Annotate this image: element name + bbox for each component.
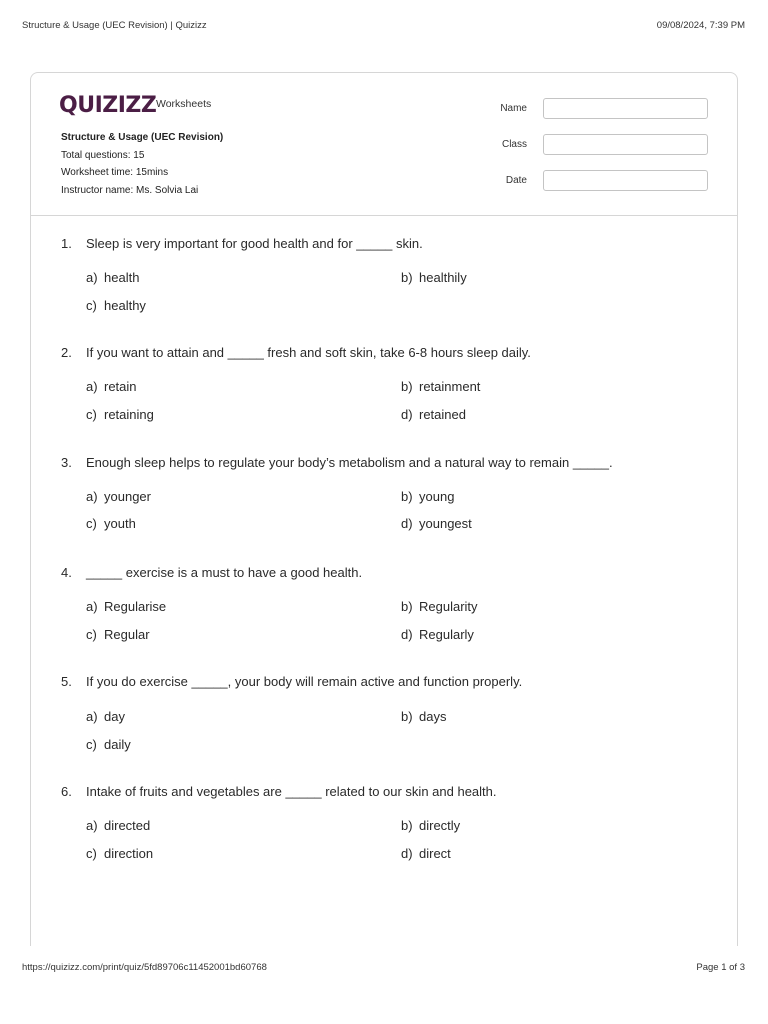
question-2 [61, 345, 711, 422]
question-6 [61, 784, 711, 861]
question-number: 5. [61, 674, 72, 689]
class-field [471, 134, 709, 156]
option-a: a) day [86, 709, 125, 724]
worksheet-meta [61, 129, 223, 199]
question-number: 2. [61, 345, 72, 360]
option-c: c) direction [86, 846, 154, 861]
option-c: c) Regular [86, 627, 150, 642]
option-c: c) daily [86, 737, 131, 752]
logo-subtitle: Worksheets [156, 98, 212, 110]
date-label: Date [505, 175, 527, 186]
worksheet-header [31, 73, 737, 216]
option-a: a) health [86, 270, 140, 285]
question-text: Enough sleep helps to regulate your body’s metabolism and a natural way to remain _____. [86, 455, 613, 470]
question-number: 1. [61, 236, 72, 251]
class-input[interactable] [543, 134, 708, 155]
worksheet-title: Structure & Usage (UEC Revision) [61, 132, 224, 143]
option-c: c) youth [86, 516, 136, 531]
question-number: 3. [61, 455, 72, 470]
question-text: If you do exercise _____, your body will remain active and function properly. [86, 674, 523, 689]
option-b: b) Regularity [401, 599, 478, 614]
page-indicator: Page 1 of 3 [696, 962, 745, 973]
date-field [471, 170, 709, 192]
question-number: 6. [61, 784, 72, 799]
option-a: a) younger [86, 489, 151, 504]
option-b: b) directly [401, 818, 461, 833]
option-d: d) direct [401, 846, 451, 861]
quizizz-logo [59, 91, 156, 119]
name-label: Name [500, 103, 527, 114]
question-text: Intake of fruits and vegetables are _____ related to our skin and health. [86, 784, 497, 799]
name-field [471, 98, 709, 120]
question-1 [61, 236, 711, 313]
question-text: Sleep is very important for good health and for _____ skin. [86, 236, 423, 251]
option-b: b) days [401, 709, 447, 724]
question-4 [61, 565, 711, 642]
total-questions: Total questions: 15 [61, 149, 145, 161]
option-d: d) youngest [401, 516, 472, 531]
option-a: a) directed [86, 818, 151, 833]
class-label: Class [501, 139, 527, 150]
print-datetime: 09/08/2024, 7:39 PM [656, 20, 745, 31]
question-3 [61, 455, 711, 531]
worksheet [30, 72, 738, 946]
print-footer [22, 962, 745, 974]
name-input[interactable] [543, 98, 708, 119]
date-input[interactable] [543, 170, 708, 191]
logo-text: QUIZIZZ [59, 92, 157, 118]
option-a: a) Regularise [86, 599, 167, 614]
print-header [22, 20, 745, 32]
question-text: If you want to attain and _____ fresh and soft skin, take 6-8 hours sleep daily. [86, 345, 531, 360]
page-title: Structure & Usage (UEC Revision) | Quizizz [22, 20, 207, 31]
question-text: _____ exercise is a must to have a good health. [86, 565, 363, 580]
question-5 [61, 674, 711, 752]
option-d: d) retained [401, 407, 466, 422]
option-b: b) retainment [401, 379, 481, 394]
option-a: a) retain [86, 379, 137, 394]
instructor-name: Instructor name: Ms. Solvia Lai [61, 184, 199, 196]
option-b: b) young [401, 489, 455, 504]
page-url: https://quizizz.com/print/quiz/5fd89706c11452001bd60768 [22, 962, 267, 973]
option-b: b) healthily [401, 270, 467, 285]
option-c: c) healthy [86, 298, 146, 313]
option-d: d) Regularly [401, 627, 474, 642]
worksheet-time: Worksheet time: 15mins [61, 167, 169, 178]
option-c: c) retaining [86, 407, 154, 422]
question-number: 4. [61, 565, 72, 580]
